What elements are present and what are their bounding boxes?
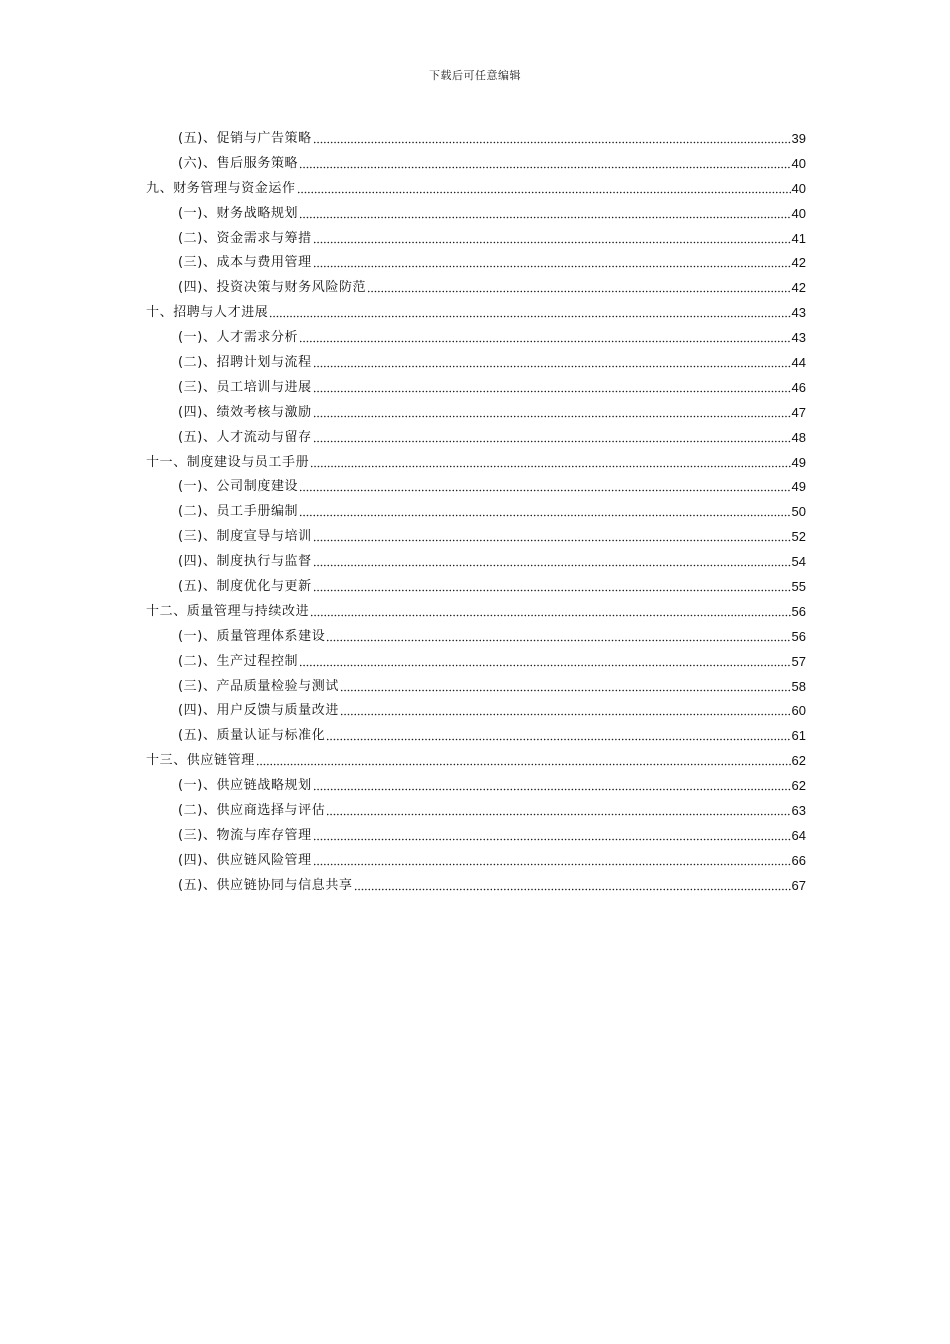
toc-entry-label: 九、财务管理与资金运作 (146, 180, 296, 196)
toc-section-entry[interactable] (178, 873, 806, 898)
toc-chapter-entry[interactable] (146, 176, 806, 201)
toc-entry-label: (四)、绩效考核与激励 (178, 404, 312, 420)
toc-dot-leader (313, 411, 791, 421)
toc-section-entry[interactable] (178, 574, 806, 599)
toc-entry-label: (二)、供应商选择与评估 (178, 802, 326, 818)
toc-page-number: 60 (791, 703, 806, 719)
toc-section-entry[interactable] (178, 425, 806, 450)
toc-page-number: 40 (791, 205, 806, 221)
toc-dot-leader (313, 237, 791, 247)
toc-chapter-entry[interactable] (146, 300, 806, 325)
toc-entry-label: (一)、供应链战略规划 (178, 778, 312, 794)
toc-entry-label: (二)、资金需求与筹措 (178, 230, 312, 246)
toc-dot-leader (299, 162, 790, 172)
toc-entry-label: (四)、供应链风险管理 (178, 852, 312, 868)
toc-section-entry[interactable] (178, 126, 806, 151)
toc-page-number: 54 (791, 554, 806, 570)
toc-dot-leader (367, 287, 790, 297)
toc-dot-leader (313, 785, 791, 795)
toc-page-number: 49 (791, 479, 806, 495)
toc-page-number: 40 (791, 180, 806, 196)
toc-section-entry[interactable] (178, 375, 806, 400)
toc-entry-label: (三)、制度宣导与培训 (178, 529, 312, 545)
toc-entry-label: (一)、财务战略规划 (178, 205, 299, 221)
toc-section-entry[interactable] (178, 549, 806, 574)
toc-page-number: 57 (791, 653, 806, 669)
toc-entry-label: (一)、公司制度建设 (178, 479, 299, 495)
toc-section-entry[interactable] (178, 674, 806, 699)
toc-entry-label: 十三、供应链管理 (146, 753, 255, 769)
toc-page-number: 39 (791, 130, 806, 146)
toc-chapter-entry[interactable] (146, 599, 806, 624)
toc-section-entry[interactable] (178, 798, 806, 823)
toc-dot-leader (310, 461, 790, 471)
toc-page-number: 56 (791, 603, 806, 619)
toc-dot-leader (326, 735, 790, 745)
toc-entry-label: (四)、用户反馈与质量改进 (178, 703, 339, 719)
toc-page-number: 66 (791, 852, 806, 868)
toc-section-entry[interactable] (178, 848, 806, 873)
toc-dot-leader (310, 610, 790, 620)
toc-dot-leader (299, 511, 790, 521)
toc-dot-leader (299, 212, 790, 222)
toc-entry-label: (一)、质量管理体系建设 (178, 628, 326, 644)
toc-dot-leader (299, 337, 790, 347)
toc-dot-leader (299, 660, 790, 670)
toc-entry-label: (二)、员工手册编制 (178, 504, 299, 520)
toc-dot-leader (340, 685, 791, 695)
toc-entry-label: 十二、质量管理与持续改进 (146, 603, 310, 619)
toc-page-number: 49 (791, 454, 806, 470)
toc-section-entry[interactable] (178, 723, 806, 748)
toc-page-number: 43 (791, 305, 806, 321)
toc-section-entry[interactable] (178, 350, 806, 375)
toc-section-entry[interactable] (178, 275, 806, 300)
toc-entry-label: (三)、员工培训与进展 (178, 379, 312, 395)
toc-entry-label: (五)、制度优化与更新 (178, 578, 312, 594)
toc-page-number: 50 (791, 504, 806, 520)
toc-entry-label: (五)、人才流动与留存 (178, 429, 312, 445)
toc-dot-leader (313, 361, 791, 371)
toc-chapter-entry[interactable] (146, 748, 806, 773)
toc-dot-leader (326, 809, 790, 819)
toc-page-number: 63 (791, 802, 806, 818)
toc-section-entry[interactable] (178, 499, 806, 524)
toc-section-entry[interactable] (178, 649, 806, 674)
toc-page-number: 42 (791, 280, 806, 296)
toc-page-number: 61 (791, 728, 806, 744)
toc-dot-leader (313, 386, 791, 396)
toc-section-entry[interactable] (178, 226, 806, 251)
table-of-contents (0, 126, 950, 898)
toc-section-entry[interactable] (178, 698, 806, 723)
toc-dot-leader (313, 262, 791, 272)
toc-chapter-entry[interactable] (146, 450, 806, 475)
toc-entry-label: (三)、产品质量检验与测试 (178, 678, 339, 694)
toc-dot-leader (297, 187, 791, 197)
toc-dot-leader (313, 585, 791, 595)
toc-entry-label: (四)、投资决策与财务风险防范 (178, 280, 367, 296)
toc-page-number: 52 (791, 529, 806, 545)
toc-page-number: 62 (791, 753, 806, 769)
toc-page-number: 67 (791, 877, 806, 893)
toc-section-entry[interactable] (178, 201, 806, 226)
toc-dot-leader (354, 884, 791, 894)
toc-section-entry[interactable] (178, 524, 806, 549)
toc-entry-label: (一)、人才需求分析 (178, 330, 299, 346)
toc-page-number: 48 (791, 429, 806, 445)
toc-dot-leader (340, 710, 791, 720)
toc-page-number: 64 (791, 827, 806, 843)
toc-page-number: 55 (791, 578, 806, 594)
toc-dot-leader (313, 859, 791, 869)
toc-page-number: 56 (791, 628, 806, 644)
toc-dot-leader (313, 436, 791, 446)
toc-section-entry[interactable] (178, 624, 806, 649)
toc-section-entry[interactable] (178, 250, 806, 275)
toc-page-number: 43 (791, 330, 806, 346)
toc-section-entry[interactable] (178, 400, 806, 425)
toc-entry-label: (五)、供应链协同与信息共享 (178, 877, 353, 893)
toc-entry-label: (三)、物流与库存管理 (178, 827, 312, 843)
toc-section-entry[interactable] (178, 151, 806, 176)
toc-section-entry[interactable] (178, 773, 806, 798)
toc-entry-label: 十一、制度建设与员工手册 (146, 454, 310, 470)
toc-entry-label: (二)、生产过程控制 (178, 653, 299, 669)
toc-page-number: 44 (791, 354, 806, 370)
toc-dot-leader (313, 137, 791, 147)
toc-entry-label: (六)、售后服务策略 (178, 155, 299, 171)
toc-page-number: 40 (791, 155, 806, 171)
toc-page-number: 47 (791, 404, 806, 420)
toc-section-entry[interactable] (178, 474, 806, 499)
toc-page-number: 62 (791, 778, 806, 794)
toc-entry-label: 十、招聘与人才进展 (146, 305, 269, 321)
toc-dot-leader (313, 561, 791, 571)
toc-section-entry[interactable] (178, 823, 806, 848)
toc-entry-label: (三)、成本与费用管理 (178, 255, 312, 271)
toc-section-entry[interactable] (178, 325, 806, 350)
toc-dot-leader (313, 536, 791, 546)
toc-dot-leader (269, 312, 790, 322)
toc-page-number: 41 (791, 230, 806, 246)
toc-dot-leader (299, 486, 790, 496)
toc-dot-leader (256, 760, 791, 770)
page-header: 下载后可任意编辑 (429, 69, 521, 82)
toc-entry-label: (五)、促销与广告策略 (178, 130, 312, 146)
toc-page-number: 46 (791, 379, 806, 395)
toc-entry-label: (五)、质量认证与标准化 (178, 728, 326, 744)
toc-entry-label: (四)、制度执行与监督 (178, 554, 312, 570)
toc-page-number: 42 (791, 255, 806, 271)
toc-page-number: 58 (791, 678, 806, 694)
toc-entry-label: (二)、招聘计划与流程 (178, 354, 312, 370)
toc-dot-leader (313, 834, 791, 844)
toc-dot-leader (326, 635, 790, 645)
